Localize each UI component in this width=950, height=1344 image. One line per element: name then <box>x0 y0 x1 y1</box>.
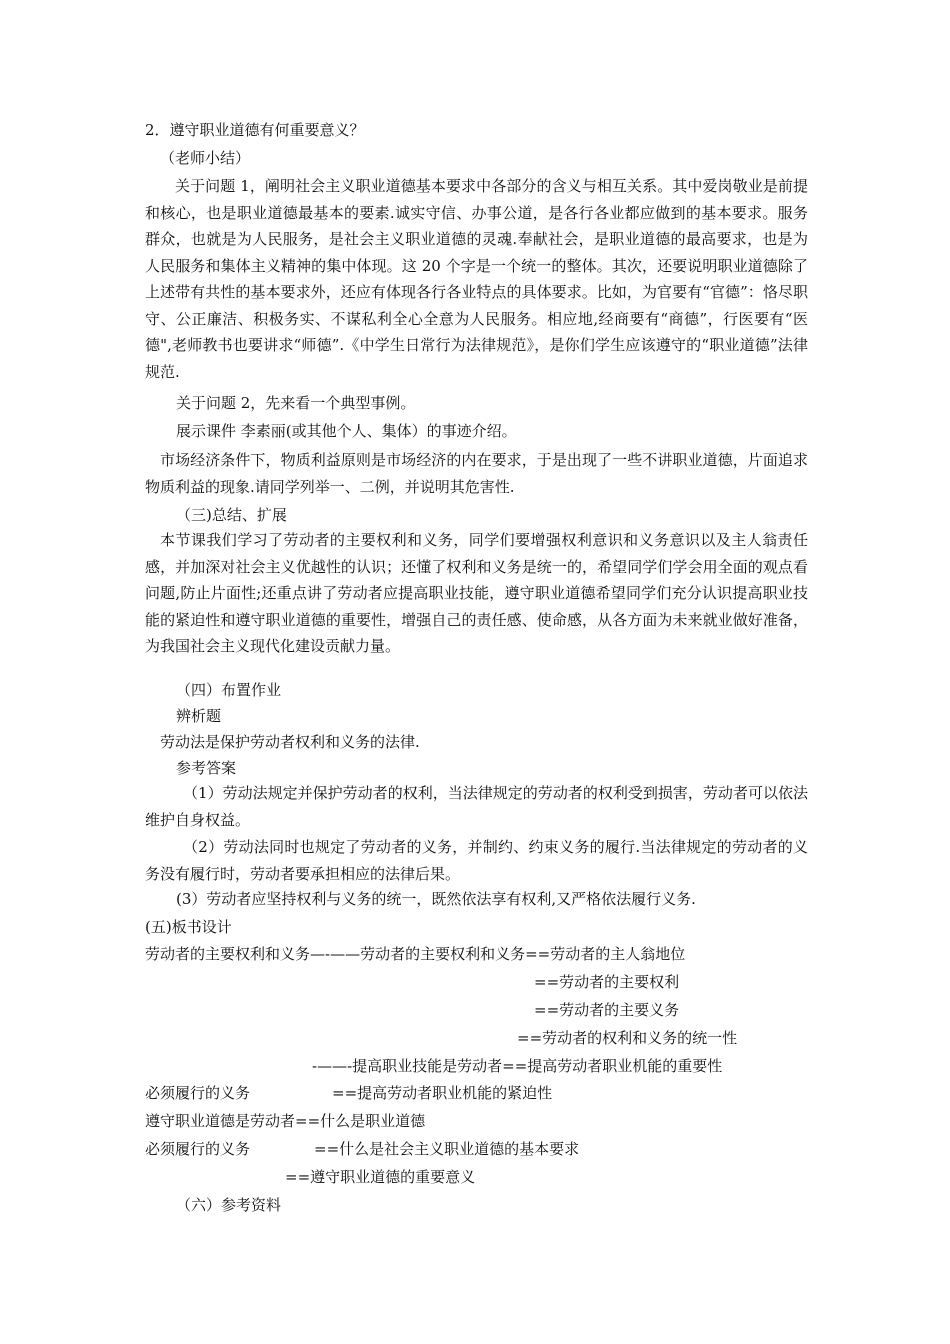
board-line-6-left: 必须履行的义务 <box>145 1084 251 1102</box>
board-line-4: ==劳动者的权利和义务的统一性 <box>517 1029 738 1047</box>
paragraph-question-2: 关于问题 2，先来看一个典型事例。 <box>176 394 416 412</box>
paragraph-question-1: 关于问题 1，阐明社会主义职业道德基本要求中各部分的含义与相互关系。其中爱岗敬业是前提和核心，也是职业道德最基本的要素.诚实守信、办事公道，是各行各业都应做到的基本要求。服务群众，也就是为人民服务，是社会主义职业道德的灵魂.奉献社会，是职业道德的最高要求，也是为人民服务和集体主义精神的集中体现。这 20 个字是一个统一的整体。其次，还要说明职业道德除了上述带有共性的基本要求外，还应有体现各行各业特点的具体要求。比如，为官要有“官德”：恪尽职守、公正廉洁、积极务实、不谋私利全心全意为人民服务。相应地,经商要有“商德”，行医要有“医德",老师教书也要讲求“师德”.《中学生日常行为法律规范》，是你们学生应该遵守的“职业道德”法律规范. <box>145 177 808 381</box>
answer-3: (3）劳动者应坚持权利与义务的统一，既然依法享有权利,又严格依法履行义务. <box>176 890 696 908</box>
board-line-3: ==劳动者的主要义务 <box>534 1001 680 1019</box>
board-line-7: 遵守职业道德是劳动者==什么是职业道德 <box>145 1112 426 1130</box>
section-3-heading: （三)总结、扩展 <box>176 506 287 524</box>
board-line-2: ==劳动者的主要权利 <box>534 973 680 991</box>
answer-2: （2）劳动法同时也规定了劳动者的义务，并制约、约束义务的履行.当法律规定的劳动者的义务没有履行时，劳动者要承担相应的法律后果。 <box>145 838 808 883</box>
board-line-8-right: ==什么是社会主义职业道德的基本要求 <box>314 1140 580 1158</box>
exercise-type: 辨析题 <box>176 707 222 725</box>
answer-1: （1）劳动法规定并保护劳动者的权利，当法律规定的劳动者的权利受到损害，劳动者可以依法维护自身权益。 <box>145 784 808 829</box>
section-5-heading: (五)板书设计 <box>145 918 232 936</box>
exercise-statement: 劳动法是保护劳动者权利和义务的法律. <box>160 733 420 751</box>
paragraph-show-courseware: 展示课件 李素丽(或其他个人、集体）的事迹介绍。 <box>176 422 517 440</box>
answer-label: 参考答案 <box>176 759 237 777</box>
board-line-6-right: ==提高劳动者职业机能的紧迫性 <box>332 1084 553 1102</box>
teacher-summary-label: （老师小结） <box>160 149 251 167</box>
paragraph-class-summary: 本节课我们学习了劳动者的主要权利和义务，同学们要增强权利意识和义务意识以及主人翁责任感，并加深对社会主义优越性的认识；还懂了权利和义务是统一的，希望同学们学会用全面的观点看问题,防止片面性;还重点讲了劳动者应提高职业技能，遵守职业道德希望同学们充分认识提高职业技能的紧迫性和遵守职业道德的重要性，增强自己的责任感、使命感，从各方面为未来就业做好准备，为我国社会主义现代化建设贡献力量。 <box>145 531 808 655</box>
board-line-9: ==遵守职业道德的重要意义 <box>285 1168 476 1186</box>
board-line-1: 劳动者的主要权利和义务—-——劳动者的主要权利和义务==劳动者的主人翁地位 <box>145 945 686 963</box>
question-2-heading: 2．遵守职业道德有何重要意义？ <box>145 121 365 139</box>
section-4-heading: （四）布置作业 <box>176 681 282 699</box>
paragraph-market-economy: 市场经济条件下，物质利益原则是市场经济的内在要求，于是出现了一些不讲职业道德，片面追求物质利益的现象.请同学列举一、二例，并说明其危害性. <box>145 451 808 496</box>
board-line-8-left: 必须履行的义务 <box>145 1140 251 1158</box>
board-line-5: -——-提高职业技能是劳动者==提高劳动者职业机能的重要性 <box>312 1057 723 1075</box>
section-6-heading: （六）参考资料 <box>176 1196 282 1214</box>
